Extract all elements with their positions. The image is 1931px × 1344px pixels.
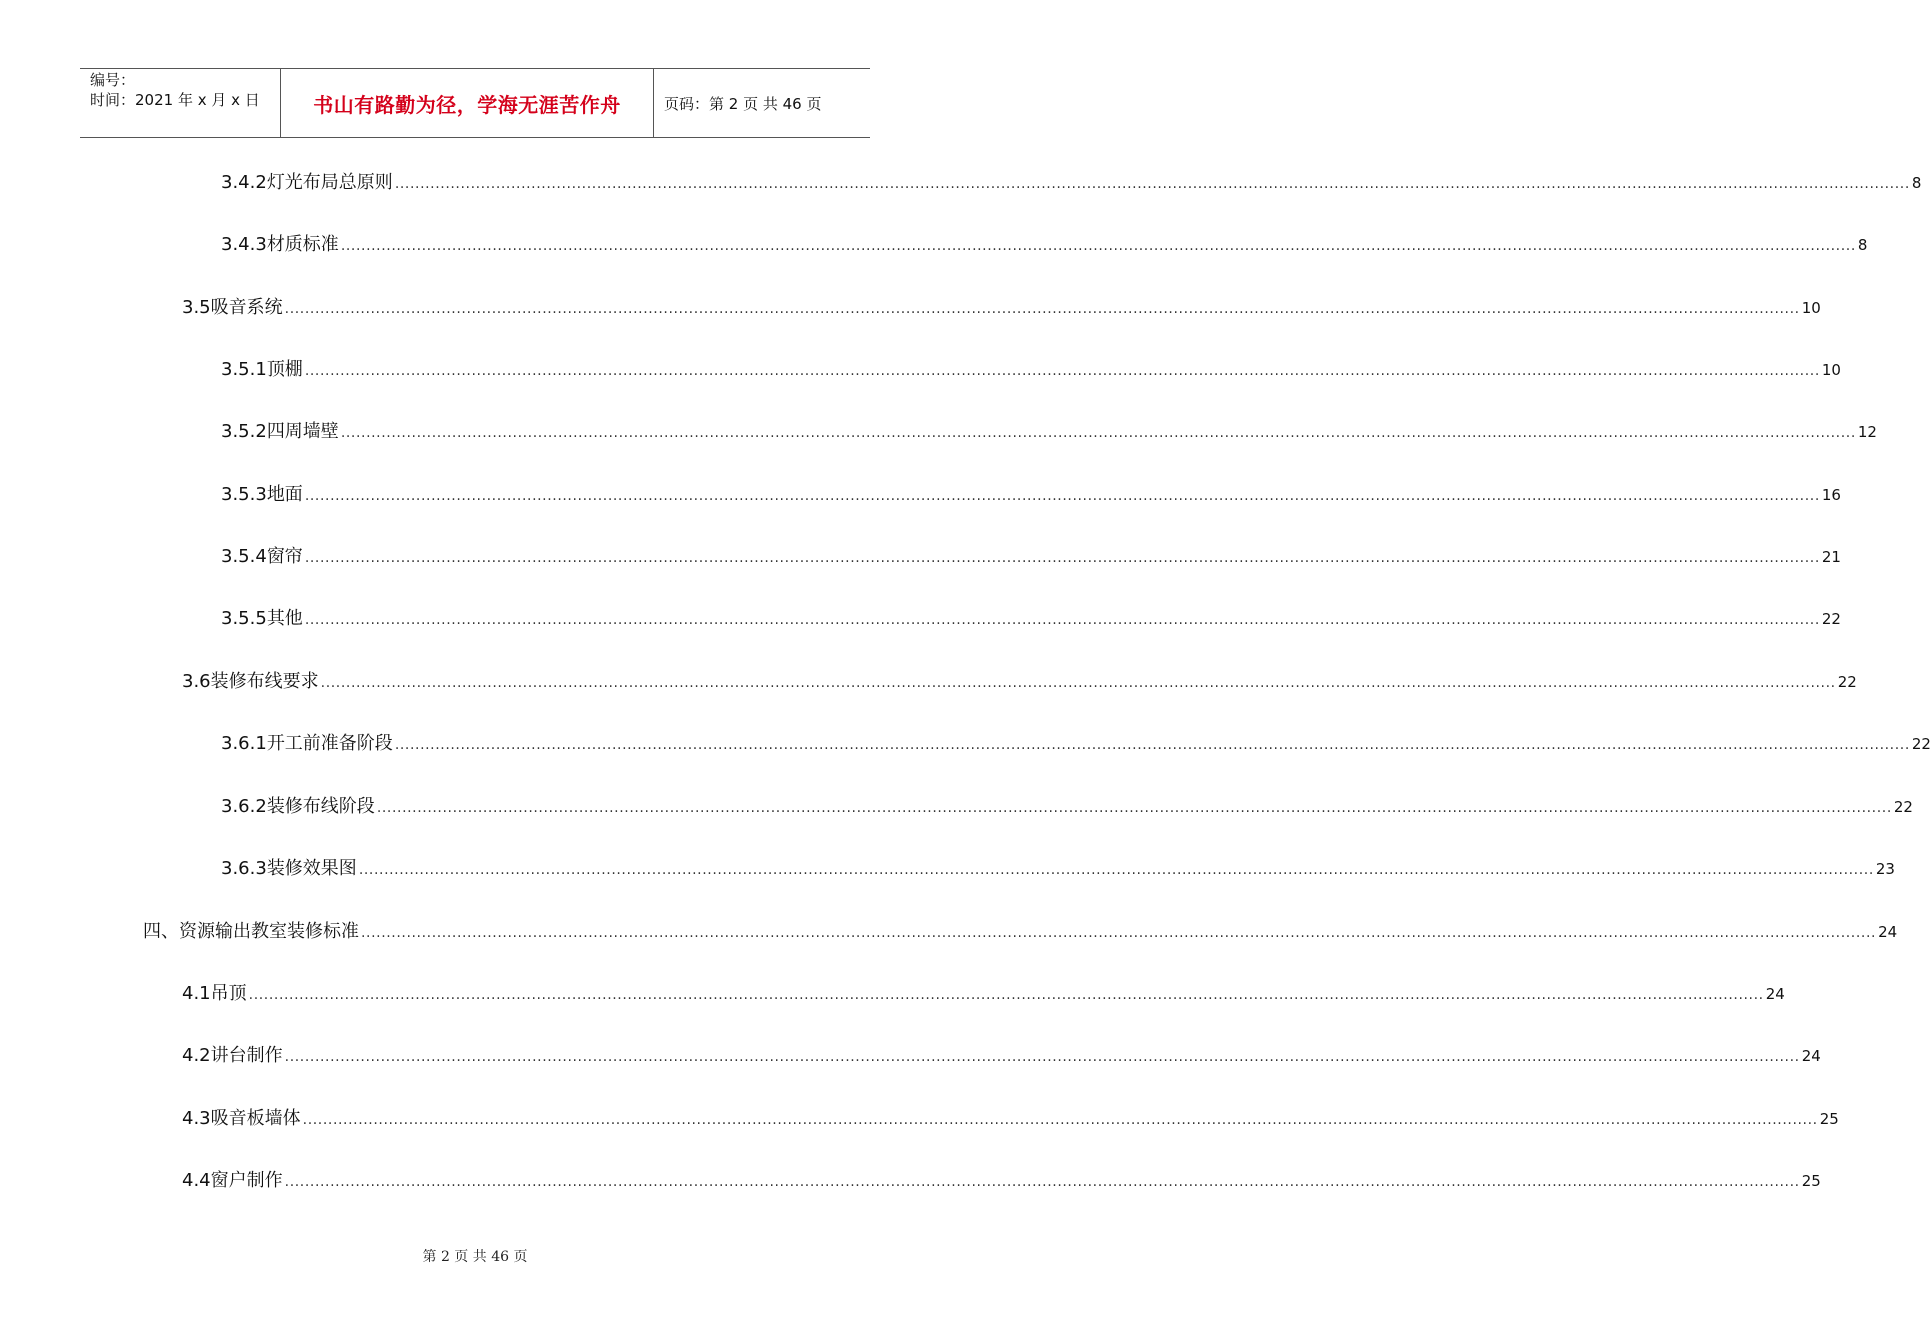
toc-leader: ............................................................................................................................................................................................................................................................................................................ [340, 238, 1856, 254]
toc-title: 四周墙壁 [266, 421, 339, 442]
toc-leader: ............................................................................................................................................................................................................................................................................................................ [248, 987, 1764, 1003]
toc-title: 开工前准备阶段 [266, 733, 393, 754]
toc-page: 24 [1765, 985, 1785, 1003]
toc-title: 吊顶 [210, 983, 247, 1004]
toc-entry[interactable] [221, 544, 1841, 570]
toc-leader: ............................................................................................................................................................................................................................................................................................................ [320, 675, 1836, 691]
toc-entry[interactable] [143, 919, 1898, 945]
toc-entry[interactable] [221, 856, 1895, 882]
toc-number: 3.6 [182, 671, 211, 692]
toc-page: 16 [1821, 486, 1841, 504]
toc-entry[interactable] [182, 295, 1821, 321]
toc-page: 8 [1857, 236, 1868, 254]
toc-number: 3.5.3 [221, 484, 267, 505]
toc-leader: ............................................................................................................................................................................................................................................................................................................ [376, 800, 1892, 816]
date-label: 时间：2021 年 x 月 x 日 [90, 91, 260, 109]
toc-entry[interactable] [221, 357, 1841, 383]
header-motto: 书山有路勤为径，学海无涯苦作舟 [313, 92, 621, 117]
toc-page: 25 [1819, 1110, 1839, 1128]
toc-title: 讲台制作 [210, 1045, 283, 1066]
toc-page: 24 [1878, 923, 1898, 941]
toc-entry[interactable] [221, 170, 1922, 196]
toc-page: 12 [1857, 423, 1877, 441]
header-meta [80, 69, 281, 137]
toc-leader: ............................................................................................................................................................................................................................................................................................................ [394, 737, 1910, 753]
toc-leader: ............................................................................................................................................................................................................................................................................................................ [340, 425, 1856, 441]
toc-entry[interactable] [221, 606, 1841, 632]
toc-title: 装修布线阶段 [266, 796, 375, 817]
toc-entry[interactable] [221, 419, 1877, 445]
toc-leader: ............................................................................................................................................................................................................................................................................................................ [284, 1174, 1800, 1190]
toc-entry[interactable] [182, 1168, 1821, 1194]
toc-page: 22 [1837, 673, 1857, 691]
header-page-info: 页码：第 2 页 共 46 页 [664, 94, 822, 113]
toc-entry[interactable] [182, 981, 1785, 1007]
toc-number: 3.6.1 [221, 733, 267, 754]
toc-entry[interactable] [182, 669, 1857, 695]
toc-page: 10 [1821, 361, 1841, 379]
toc-title: 窗帘 [266, 546, 303, 567]
toc-entry[interactable] [221, 794, 1913, 820]
toc-title: 窗户制作 [210, 1170, 283, 1191]
toc-page: 10 [1801, 299, 1821, 317]
toc-entry[interactable] [221, 482, 1841, 508]
header-motto-cell [281, 69, 654, 137]
toc-title: 地面 [266, 484, 303, 505]
toc-entry[interactable] [182, 1106, 1839, 1132]
toc-number: 3.5.4 [221, 546, 267, 567]
toc-title: 其他 [266, 608, 303, 629]
toc-leader: ............................................................................................................................................................................................................................................................................................................ [361, 925, 1877, 941]
toc-number: 4.4 [182, 1170, 211, 1191]
toc-title: 资源输出教室装修标准 [179, 921, 359, 942]
toc-number: 四、 [143, 921, 179, 942]
toc-title: 装修效果图 [266, 858, 357, 879]
toc-page: 24 [1801, 1047, 1821, 1065]
toc-number: 3.6.2 [221, 796, 267, 817]
toc-page: 21 [1821, 548, 1841, 566]
toc-title: 装修布线要求 [210, 671, 319, 692]
toc-number: 3.5 [182, 297, 211, 318]
toc-number: 3.4.2 [221, 172, 267, 193]
toc-entry[interactable] [221, 232, 1868, 258]
toc-title: 吸音板墙体 [210, 1108, 301, 1129]
number-label: 编号： [90, 71, 136, 89]
toc-page: 25 [1801, 1172, 1821, 1190]
toc-leader: ............................................................................................................................................................................................................................................................................................................ [304, 363, 1820, 379]
toc-number: 3.4.3 [221, 234, 267, 255]
toc-number: 4.1 [182, 983, 211, 1004]
toc-leader: ............................................................................................................................................................................................................................................................................................................ [284, 1049, 1800, 1065]
toc-page: 22 [1911, 735, 1931, 753]
page-header [80, 68, 870, 138]
toc-number: 3.5.5 [221, 608, 267, 629]
toc-title: 吸音系统 [210, 297, 283, 318]
toc-leader: ............................................................................................................................................................................................................................................................................................................ [304, 550, 1820, 566]
toc-leader: ............................................................................................................................................................................................................................................................................................................ [358, 862, 1874, 878]
toc-leader: ............................................................................................................................................................................................................................................................................................................ [302, 1112, 1818, 1128]
toc-leader: ............................................................................................................................................................................................................................................................................................................ [394, 176, 1910, 192]
toc-page: 8 [1911, 174, 1922, 192]
toc-number: 3.5.2 [221, 421, 267, 442]
toc-title: 顶棚 [266, 359, 303, 380]
toc-page: 22 [1893, 798, 1913, 816]
toc-leader: ............................................................................................................................................................................................................................................................................................................ [304, 488, 1820, 504]
toc-number: 4.2 [182, 1045, 211, 1066]
toc-number: 4.3 [182, 1108, 211, 1129]
toc-number: 3.6.3 [221, 858, 267, 879]
toc-leader: ............................................................................................................................................................................................................................................................................................................ [284, 301, 1800, 317]
toc-leader: ............................................................................................................................................................................................................................................................................................................ [304, 612, 1820, 628]
toc-page: 23 [1875, 860, 1895, 878]
toc-title: 材质标准 [266, 234, 339, 255]
toc-entry[interactable] [221, 731, 1931, 757]
toc-number: 3.5.1 [221, 359, 267, 380]
toc-page: 22 [1821, 610, 1841, 628]
toc-entry[interactable] [182, 1043, 1821, 1069]
page-footer: 第 2 页 共 46 页 [422, 1249, 528, 1265]
toc-title: 灯光布局总原则 [266, 172, 393, 193]
